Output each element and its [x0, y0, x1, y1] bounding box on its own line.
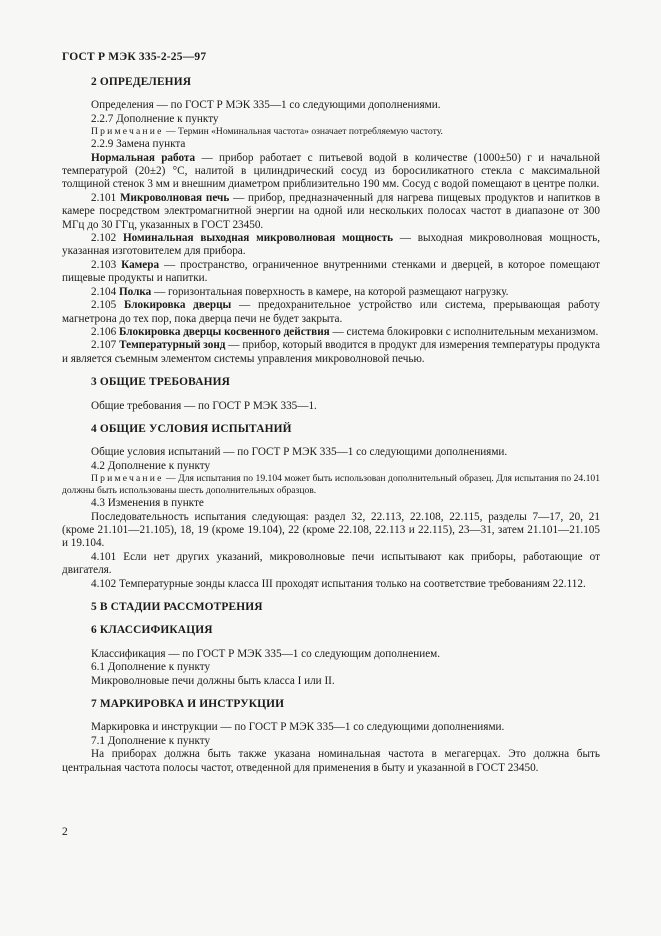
paragraph: Классификация — по ГОСТ Р МЭК 335—1 со следующим дополнением.	[91, 647, 441, 660]
section-heading-under-review: 5 В СТАДИИ РАССМОТРЕНИЯ	[91, 601, 263, 613]
paragraph: Последовательность испытания следующая: раздел 32, 22.113, 22.108, 22.115, разделы 7—17, 20, 21 (кроме 21.101—21.105), 18, 19 (кроме 19.104), 22 (кроме 22.108, 22.113 и 22.115), 23—31, затем 21.101—21.105 и 19.104.	[62, 510, 600, 550]
note-label: Примечание	[91, 126, 164, 138]
document-body	[62, 76, 600, 775]
paragraph: 4.2 Дополнение к пункту	[91, 459, 211, 472]
definition-term: Температурный зонд	[119, 339, 226, 352]
note	[62, 126, 600, 138]
definition-text: — прибор работает с питьевой водой в количестве (1000±50) г и начальной температурой (20±2) °С, налитой в цилиндрический сосуд из боросиликатного стекла с максимальной толщиной стенок 3 мм и внешним диаметром приблизительно 190 мм. Сосуд с водой помещают в центре полки.	[62, 151, 600, 191]
definition	[62, 192, 600, 232]
definition	[62, 286, 600, 299]
paragraph: Общие условия испытаний — по ГОСТ Р МЭК 335—1 со следующими дополнениями.	[91, 446, 508, 459]
paragraph: Общие требования — по ГОСТ Р МЭК 335—1.	[91, 399, 317, 412]
definition-number: 2.102	[91, 232, 123, 245]
paragraph: 4.101 Если нет других указаний, микроволновые печи испытывают как приборы, работающие от двигателя.	[62, 550, 600, 577]
definition-term: Микроволновая печь	[119, 191, 230, 204]
paragraph: На приборах должна быть также указана номинальная частота в мегагерцах. Это должна быть центральная частота полосы частот, отведенной для применения в быту и указанной в ГОСТ 23450.	[62, 748, 600, 774]
section-heading-classification: 6 КЛАССИФИКАЦИЯ	[91, 624, 213, 637]
page-number: 2	[62, 826, 68, 838]
definition-text: — прибор, предназначенный для нагрева пищевых продуктов и напитков в камере посредством электромагнитной энергии на одной или нескольких полосах частот в диапазоне от 300 МГц до 30 ГГц, указанных в ГОСТ 23450.	[62, 191, 601, 231]
paragraph: Определения — по ГОСТ Р МЭК 335—1 со следующими дополнениями.	[91, 99, 441, 112]
section-heading-general-requirements: 3 ОБЩИЕ ТРЕБОВАНИЯ	[91, 376, 230, 389]
paragraph: 4.3 Изменения в пункте	[91, 497, 204, 510]
note-text: — Для испытания по 19.104 может быть использован дополнительный образец. Для испытания по 24.101 должны быть использованы шесть дополнительных образцов.	[62, 473, 600, 497]
paragraph: 4.102 Температурные зонды класса III проходят испытания только на соответствие требованиям 22.112.	[91, 577, 586, 590]
section-heading-marking: 7 МАРКИРОВКА И ИНСТРУКЦИИ	[91, 698, 285, 711]
paragraph: 2.2.9 Замена пункта	[91, 138, 186, 151]
definition-term: Полка	[118, 285, 152, 298]
paragraph: Микроволновые печи должны быть класса I или II.	[91, 674, 335, 687]
note-text: — Термин «Номинальная частота» означает потребляемую частоту.	[163, 126, 443, 138]
definition-number: 2.101	[91, 191, 120, 204]
definition-term: Блокировка дверцы	[123, 299, 232, 312]
definition-text: — система блокировки с исполнительным механизмом.	[329, 325, 599, 338]
definition-term: Нормальная работа	[91, 151, 196, 164]
paragraph: 6.1 Дополнение к пункту	[91, 661, 211, 674]
definition	[62, 339, 600, 366]
definition	[62, 299, 600, 326]
definition-text: — выходная микроволновая мощность, указанная изготовителем для прибора.	[62, 232, 601, 258]
definition-text: — горизонтальная поверхность в камере, на которой размещают нагрузку.	[151, 285, 509, 298]
definition	[62, 232, 600, 259]
section-heading-test-conditions: 4 ОБЩИЕ УСЛОВИЯ ИСПЫТАНИЙ	[91, 422, 292, 435]
definition	[62, 326, 600, 339]
document-header: ГОСТ Р МЭК 335-2-25—97	[62, 51, 207, 63]
definition-number: 2.104	[91, 285, 119, 298]
note	[62, 473, 600, 497]
section-heading-definitions: 2 ОПРЕДЕЛЕНИЯ	[91, 76, 192, 88]
definition-number: 2.105	[91, 299, 124, 312]
note-label: Примечание	[91, 473, 164, 485]
definition	[62, 259, 600, 286]
definition-term: Номинальная выходная микроволновая мощность	[122, 232, 393, 245]
paragraph: 7.1 Дополнение к пункту	[91, 734, 211, 747]
paragraph: Маркировка и инструкции — по ГОСТ Р МЭК 335—1 со следующими дополнениями.	[91, 721, 505, 734]
definition	[62, 152, 600, 192]
paragraph: 2.2.7 Дополнение к пункту	[91, 112, 219, 125]
definition-number: 2.106	[91, 325, 119, 338]
definition-term: Блокировка дверцы косвенного действия	[118, 325, 330, 338]
definition-term: Камера	[121, 258, 160, 271]
definition-number: 2.107	[91, 339, 120, 352]
definition-text: — пространство, ограниченное внутренними стенками и дверцей, в которое помещают пищевые продукты и напитки.	[62, 258, 601, 285]
definition-text: — прибор, который вводится в продукт для измерения температуры продукта и является съемным элементом системы управления микроволновой печью.	[62, 339, 600, 365]
definition-number: 2.103	[91, 258, 122, 271]
definition-text: — предохранительное устройство или система, прерывающая работу магнетрона до тех пор, пока дверца печи не будет закрыта.	[62, 299, 601, 325]
